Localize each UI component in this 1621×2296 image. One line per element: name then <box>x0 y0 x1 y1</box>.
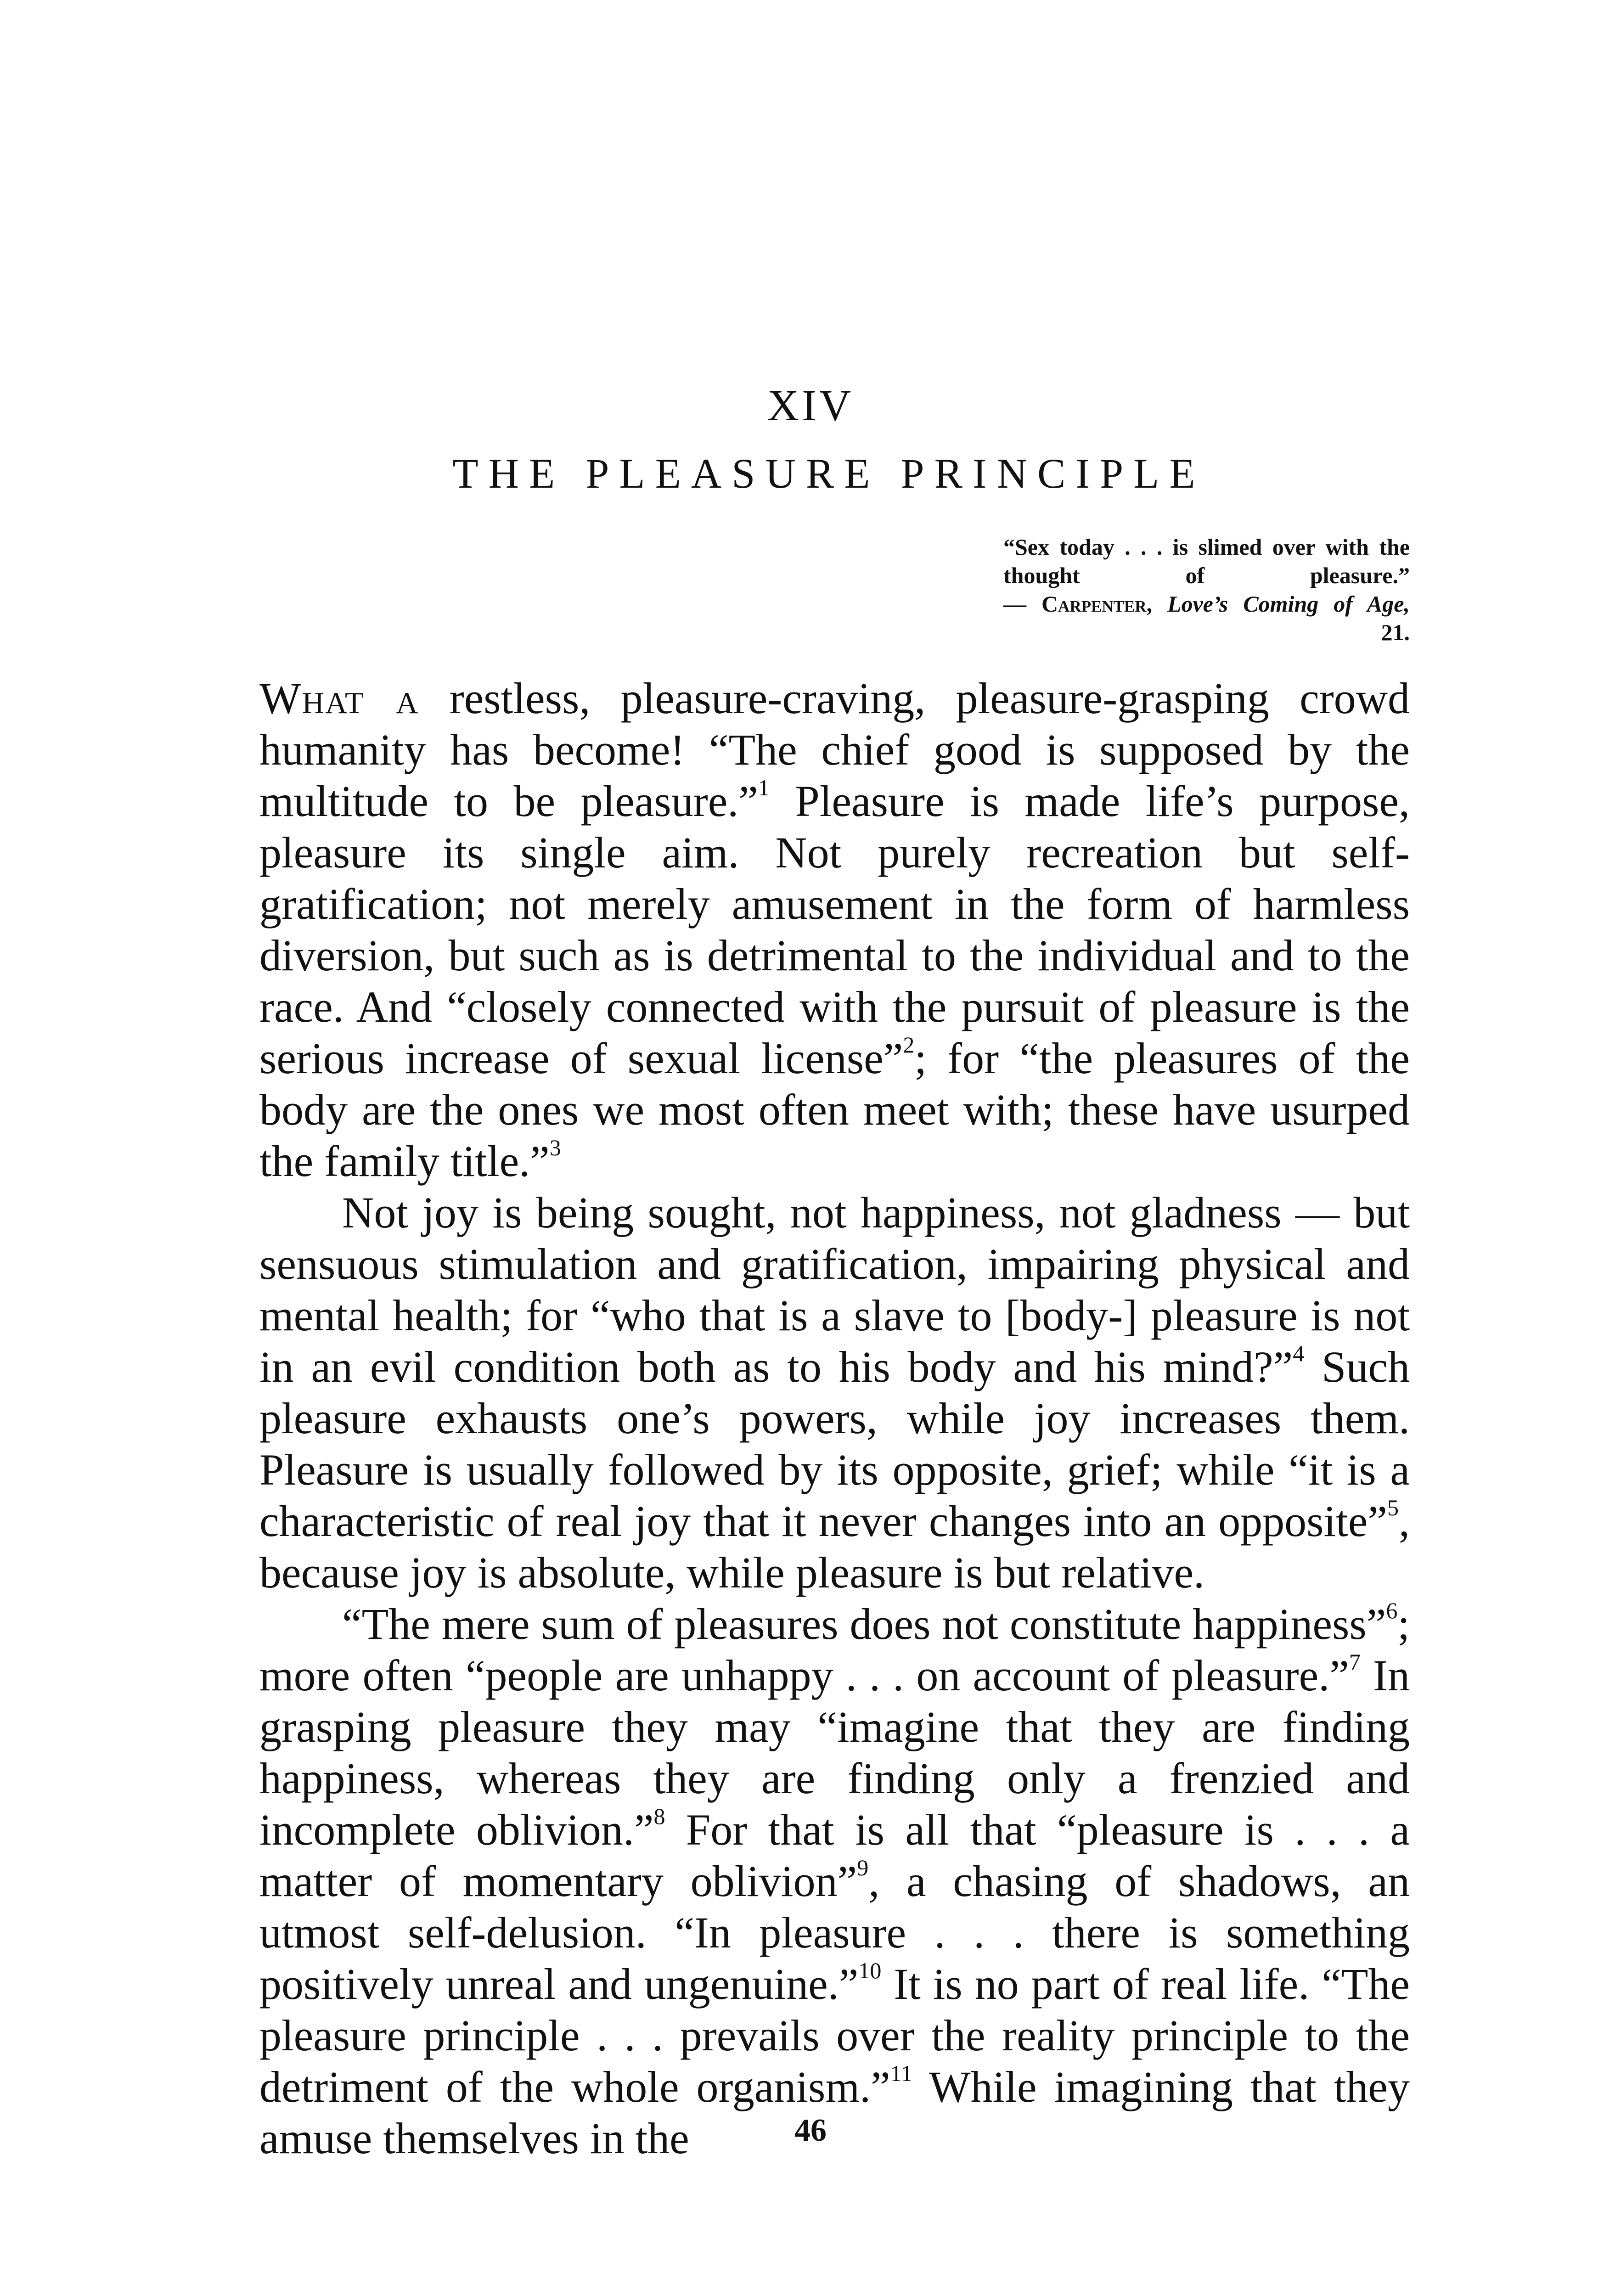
footnote-ref: 7 <box>1349 1649 1361 1675</box>
footnote-ref: 4 <box>1293 1340 1305 1366</box>
text-run: “The mere sum of pleasures does not constitute happiness” <box>342 1599 1386 1649</box>
text-run: ; more often “people are unhappy . . . on account of pleasure.” <box>259 1599 1410 1700</box>
footnote-ref: 1 <box>758 775 770 800</box>
chapter-title: THE PLEASURE PRINCIPLE <box>452 450 1205 497</box>
text-run: While imagining that they amuse themselves in the <box>259 2062 1410 2163</box>
footnote-ref: 3 <box>549 1135 561 1160</box>
footnote-ref: 11 <box>890 2060 912 2086</box>
footnote-ref: 10 <box>858 1958 882 1983</box>
page-number: 46 <box>794 2113 827 2148</box>
text-run: , a chasing of shadows, an utmost self-delusion. “In pleasure . . . there is something positively unreal and ungenuine.” <box>259 1857 1410 2009</box>
epigraph-page-ref: 21. <box>1381 619 1410 645</box>
chapter-number: XIV <box>767 381 854 430</box>
text-run: In grasping pleasure they may “imagine that they are finding happiness, whereas they are finding only a frenzied and incomplete oblivion.” <box>259 1651 1410 1854</box>
lead-in-words: What a <box>259 674 419 723</box>
epigraph <box>1003 533 1410 647</box>
epigraph-work: Love’s Coming of Age, <box>1167 591 1410 617</box>
text-run: Pleasure is made life’s purpose, pleasure its single aim. Not purely recreation but self-gratification; not merely amusement in the form of harmless diversion, but such as is detrimental to the individual and to the race. And “closely connected with the pursuit of pleasure is the serious increase of sexual license” <box>259 777 1410 1083</box>
text-run: Not joy is being sought, not happiness, not gladness — but sensuous stimulation and gratification, impairing physical and mental health; for “who that is a slave to [body-] pleasure is not in an evil condition both as to his body and his mind?” <box>259 1188 1410 1391</box>
paragraph-3 <box>259 1598 1410 2164</box>
text-run: For that is all that “pleasure is . . . a matter of momentary oblivion” <box>259 1805 1410 1906</box>
epigraph-dash: — <box>1003 591 1041 617</box>
text-run: Such pleasure exhausts one’s powers, while joy increases them. Pleasure is usually followed by its opposite, grief; while “it is a characteristic of real joy that it never changes into an opposite” <box>259 1342 1410 1546</box>
epigraph-author: Carpenter, <box>1041 591 1153 617</box>
epigraph-source <box>1003 590 1410 618</box>
footnote-ref: 9 <box>857 1855 869 1880</box>
text-run: , because joy is absolute, while pleasure is but relative. <box>259 1497 1410 1597</box>
body-text <box>259 673 1410 2164</box>
text-run: ; for “the pleasures of the body are the ones we most often meet with; these have usurped the family title.” <box>259 1034 1410 1186</box>
text-run: restless, pleasure-craving, pleasure-grasping crowd humanity has become! “The chief good is supposed by the multitude to be pleasure.” <box>259 674 1410 826</box>
paragraph-2 <box>259 1187 1410 1598</box>
epigraph-quote: “Sex today . . . is slimed over with the thought of pleasure.” <box>1003 534 1410 588</box>
footnote-ref: 2 <box>903 1032 915 1058</box>
text-run: It is no part of real life. “The pleasure principle . . . prevails over the reality principle to the detriment of the whole organism.” <box>259 1959 1410 2111</box>
paragraph-1 <box>259 673 1410 1187</box>
footnote-ref: 6 <box>1386 1598 1398 1623</box>
footnote-ref: 8 <box>653 1803 665 1829</box>
footnote-ref: 5 <box>1387 1495 1399 1520</box>
